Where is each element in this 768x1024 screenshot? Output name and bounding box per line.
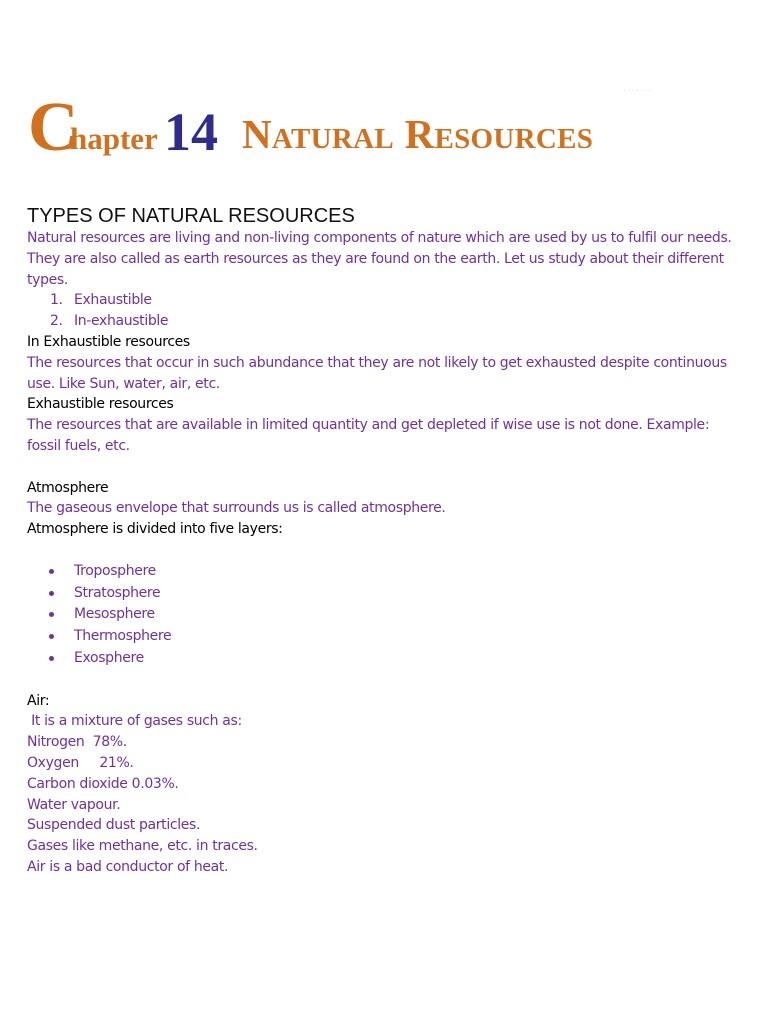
air-line: Water vapour.	[27, 796, 121, 813]
bullet-icon	[49, 569, 54, 574]
layer-label: Troposphere	[74, 562, 156, 579]
list-item	[27, 290, 747, 311]
atmosphere-text: The gaseous envelope that surrounds us is called atmosphere.	[27, 500, 446, 517]
inexhaustible-heading: In Exhaustible resources	[27, 333, 190, 350]
layers-heading: Atmosphere is divided into five layers:	[27, 521, 283, 538]
bullet-icon	[49, 656, 54, 661]
layer-label: Exosphere	[74, 649, 144, 666]
atmosphere-heading: Atmosphere	[27, 479, 109, 496]
air-line: Carbon dioxide 0.03%.	[27, 775, 179, 792]
list-item	[27, 626, 747, 648]
air-line: It is a mixture of gases such as:	[27, 713, 242, 730]
atmosphere-layers-list	[27, 561, 747, 670]
air-heading: Air:	[27, 692, 50, 709]
exhaustible-text: The resources that are available in limited quantity and get depleted if wise use is not done. Example: fossil fuels, etc.	[27, 417, 710, 454]
chapter-word-rest: hapter	[70, 121, 158, 156]
document-body	[27, 204, 747, 878]
bullet-icon	[49, 591, 54, 596]
spacer	[27, 670, 747, 691]
list-item	[27, 561, 747, 583]
spacer	[27, 457, 747, 478]
air-line: Gases like methane, etc. in traces.	[27, 838, 258, 855]
list-item	[27, 604, 747, 626]
list-item-label: In-exhaustible	[74, 313, 169, 330]
resource-types-list	[27, 290, 747, 332]
chapter-title: Natural Resources	[242, 111, 594, 157]
air-line: Suspended dust particles.	[27, 817, 201, 834]
spacer	[27, 540, 747, 561]
exhaustible-heading: Exhaustible resources	[27, 396, 174, 413]
intro-paragraph: Natural resources are living and non-living components of nature which are used by us to fulfil our needs. They are also called as earth resources as they are found on the earth. Let us study about their different types.	[27, 230, 732, 288]
inexhaustible-text: The resources that occur in such abundance that they are not likely to get exhausted despite continuous use. Like Sun, water, air, etc.	[27, 354, 727, 392]
list-item	[27, 311, 747, 332]
corner-mark: · · · · · · ·	[624, 88, 651, 94]
section-title: TYPES OF NATURAL RESOURCES	[27, 205, 355, 227]
air-line: Air is a bad conductor of heat.	[27, 858, 229, 875]
list-number: 1.	[50, 292, 63, 309]
chapter-initial-letter: C	[28, 89, 79, 166]
list-number: 2.	[50, 313, 63, 330]
layer-label: Mesosphere	[74, 606, 155, 623]
list-item-label: Exhaustible	[74, 292, 152, 309]
bullet-icon	[49, 612, 54, 617]
list-item	[27, 648, 747, 670]
layer-label: Stratosphere	[74, 584, 161, 601]
bullet-icon	[49, 634, 54, 639]
air-line: Oxygen 21%.	[27, 754, 134, 771]
air-line: Nitrogen 78%.	[27, 734, 127, 751]
chapter-number: 14	[164, 102, 218, 162]
layer-label: Thermosphere	[74, 628, 172, 645]
list-item	[27, 583, 747, 605]
